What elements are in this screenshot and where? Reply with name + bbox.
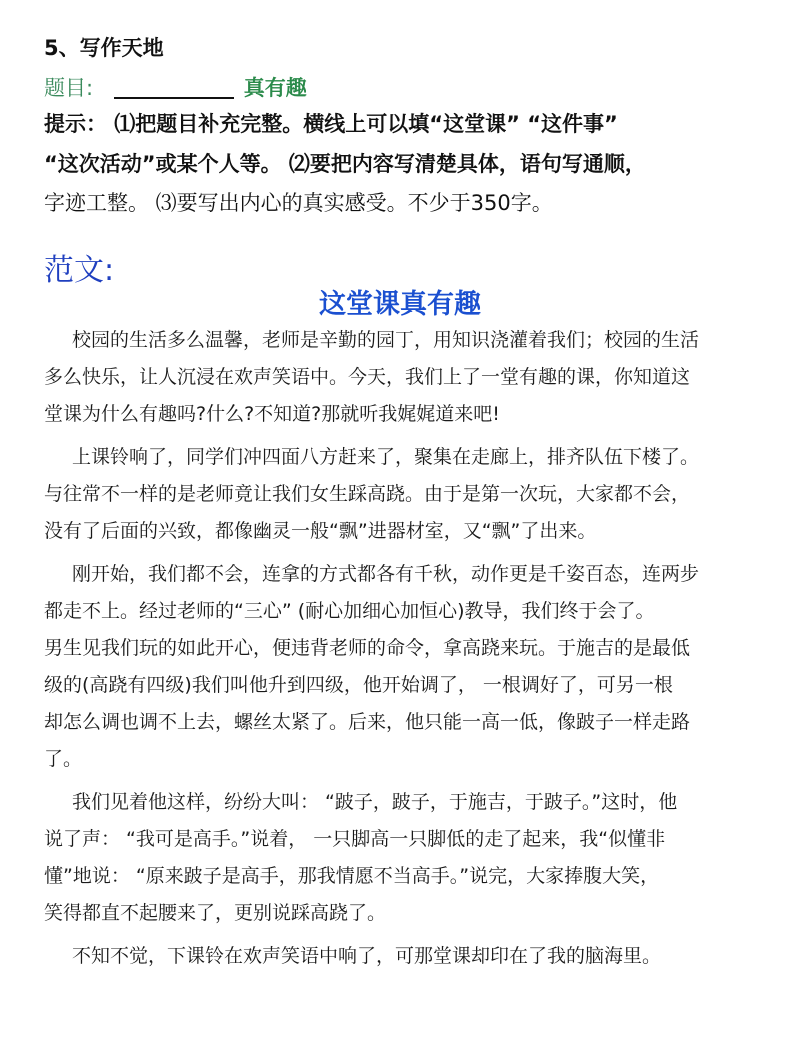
topic-row xyxy=(44,72,307,102)
hint-line-3: 字迹工整。 ⑶要写出内心的真实感受。不少于350字。 xyxy=(44,191,553,215)
essay-line: 笑得都直不起腰来了，更别说踩高跷了。 xyxy=(44,902,387,924)
essay-line: 都走不上。经过老师的“三心” (耐心加细心加恒心)教导，我们终于会了。 xyxy=(44,600,655,622)
sample-essay-label: 范文: xyxy=(44,253,115,288)
essay-line: 懂”地说： “原来跛子是高手，那我情愿不当高手。”说完，大家捧腹大笑， xyxy=(44,865,660,887)
section-heading: 5、写作天地 xyxy=(44,36,164,60)
topic-label: 题目: xyxy=(44,76,94,100)
essay-line: 堂课为什么有趣吗?什么?不知道?那就听我娓娓道来吧! xyxy=(44,403,500,425)
essay-line: 校园的生活多么温馨，老师是辛勤的园丁，用知识浇灌着我们；校园的生活 xyxy=(72,329,700,351)
hint-line-2: “这次活动”或某个人等。 ⑵要把内容写清楚具体，语句写通顺， xyxy=(44,152,646,176)
essay-line: 级的(高跷有四级)我们叫他升到四级，他开始调了， 一根调好了，可另一根 xyxy=(44,674,673,696)
essay-line: 与往常不一样的是老师竟让我们女生踩高跷。由于是第一次玩，大家都不会， xyxy=(44,483,691,505)
topic-blank-line xyxy=(114,75,234,99)
essay-line: 不知不觉，下课铃在欢声笑语中响了，可那堂课却印在了我的脑海里。 xyxy=(72,945,662,967)
essay-line: 却怎么调也调不上去，螺丝太紧了。后来，他只能一高一低，像跛子一样走路 xyxy=(44,711,691,733)
hint-line-1: 提示： ⑴把题目补充完整。横线上可以填“这堂课” “这件事” xyxy=(44,112,618,136)
essay-line: 了。 xyxy=(44,748,83,770)
essay-line: 没有了后面的兴致，都像幽灵一般“飘”进器材室，又“飘”了出来。 xyxy=(44,520,597,542)
essay-line: 男生见我们玩的如此开心，便违背老师的命令，拿高跷来玩。于施吉的是最低 xyxy=(44,637,691,659)
topic-suffix: 真有趣 xyxy=(243,76,307,100)
essay-line: 刚开始，我们都不会，连拿的方式都各有千秋，动作更是千姿百态，连两步 xyxy=(72,563,700,585)
essay-line: 上课铃响了，同学们冲四面八方赶来了，聚集在走廊上，排齐队伍下楼了。 xyxy=(72,446,700,468)
essay-line: 说了声： “我可是高手。”说着， 一只脚高一只脚低的走了起来，我“似懂非 xyxy=(44,828,666,850)
essay-title: 这堂课真有趣 xyxy=(319,289,481,320)
essay-line: 多么快乐，让人沉浸在欢声笑语中。今天，我们上了一堂有趣的课，你知道这 xyxy=(44,366,691,388)
essay-line: 我们见着他这样，纷纷大叫： “跛子，跛子，于施吉，于跛子。”这时，他 xyxy=(72,791,678,813)
